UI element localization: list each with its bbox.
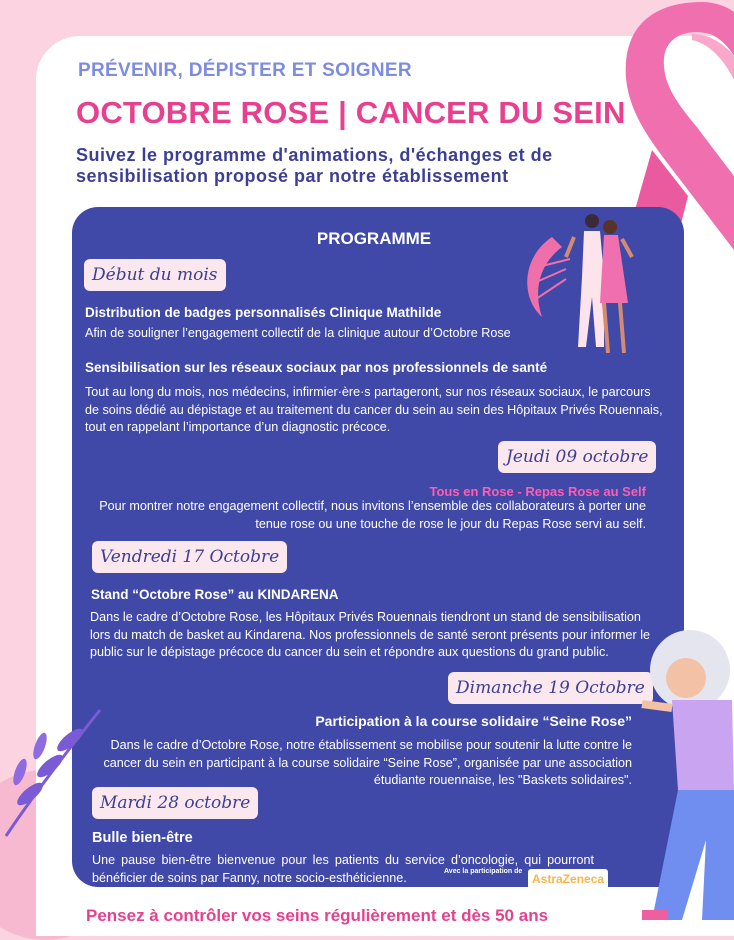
date-tag-vendredi-17: Vendredi 17 Octobre: [92, 541, 287, 573]
leaves-illustration: [0, 700, 110, 840]
event-title-kindarena: Stand “Octobre Rose” au KINDARENA: [91, 587, 339, 602]
event-title-repas-rose: Tous en Rose - Repas Rose au Self: [429, 484, 646, 499]
event-title-seine-rose: Participation à la course solidaire “Seine Rose”: [315, 713, 632, 729]
partner-logo-text: AstraZeneca: [532, 872, 605, 886]
date-tag-debut-mois: Début du mois: [84, 259, 226, 291]
woman-running-illustration: [622, 620, 734, 920]
event-text-badges: Afin de souligner l’engagement collectif de la clinique autour d’Octobre Rose: [85, 326, 511, 340]
partner-logo: [528, 869, 608, 887]
page-title: OCTOBRE ROSE | CANCER DU SEIN: [76, 95, 626, 130]
event-text-reseaux: Tout au long du mois, nos médecins, infirmier·ère·s partageront, sur nos réseaux sociaux, le parcours de soins dédié au dépistage et au traitement du cancer du sein au sein des Hôpitaux Privés Rouennais, tout en rappelant l’importance d’un diagnostic précoce.: [85, 385, 663, 434]
event-text-bulle: Une pause bien-être bienvenue pour les patients du service d’oncologie, qui pourront bénéficier de soins par Fanny, notre socio-esthéticienne.: [92, 853, 594, 885]
event-title-badges: Distribution de badges personnalisés Clinique Mathilde: [85, 305, 442, 320]
event-text-repas-rose: Pour montrer notre engagement collectif, nous invitons l’ensemble des collaborateurs à porter une tenue rose ou une touche de rose le jour du Repas Rose servi au self.: [99, 499, 646, 531]
footer-text: Pensez à contrôler vos seins régulièrement et dès 50 ans: [86, 906, 549, 925]
date-tag-jeudi-09: Jeudi 09 octobre: [498, 441, 656, 473]
partner-credit: Avec la participation de: [444, 868, 523, 875]
event-text-kindarena: Dans le cadre d’Octobre Rose, les Hôpitaux Privés Rouennais tiendront un stand de sensibilisation lors du match de basket au Kindarena. Nos professionnels de santé seront présents pour informer le public sur le dépistage précoce du cancer du sein et répondre aux questions du grand public.: [90, 610, 651, 659]
event-text-seine-rose: Dans le cadre d’Octobre Rose, notre établissement se mobilise pour soutenir la lutte contre le cancer du sein en participant à la course solidaire “Seine Rose”, organisée par une association étudiante rouennaise, les "Baskets solidaires".: [103, 738, 632, 787]
programme-panel: [72, 207, 684, 887]
date-tag-mardi-28: Mardi 28 octobre: [92, 787, 258, 819]
event-title-reseaux: Sensibilisation sur les réseaux sociaux par nos professionnels de santé: [85, 360, 548, 375]
event-title-bulle: Bulle bien-être: [92, 830, 193, 846]
page-subtitle: Suivez le programme d'animations, d'échanges et de sensibilisation proposé par notre établissement: [76, 145, 553, 186]
kicker-heading: PRÉVENIR, DÉPISTER ET SOIGNER: [78, 60, 412, 81]
date-tag-dimanche-19: Dimanche 19 Octobre: [448, 672, 653, 704]
programme-heading: PROGRAMME: [316, 229, 432, 248]
